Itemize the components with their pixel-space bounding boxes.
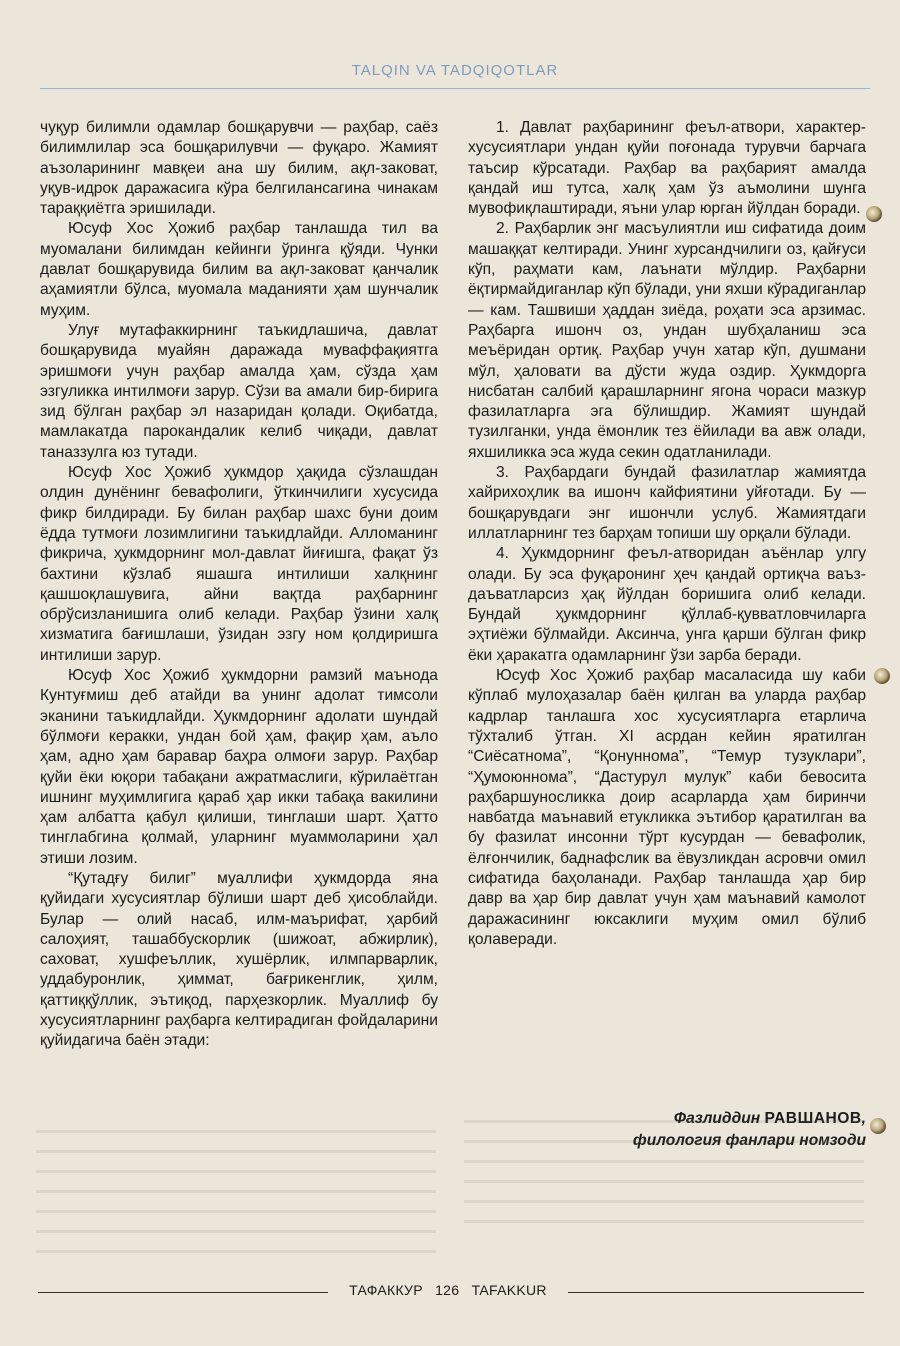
running-header xyxy=(40,62,870,80)
footer-magazine-name-latin: TAFAKKUR xyxy=(471,1282,547,1298)
header-rule xyxy=(40,88,870,89)
show-through-texture xyxy=(464,1120,864,1240)
right-column xyxy=(468,118,866,950)
section-title: TALQIN VA TADQIQOTLAR xyxy=(351,62,559,79)
paragraph: Юсуф Хос Ҳожиб раҳбар масаласида шу каби кўплаб мулоҳазалар баён қилган ва уларда раҳбар кадрлар танлашга хос хусусиятларга етарлича тўхталиб ўтган. XI асрдан кейин яратилган “Сиёсатнома”, “Қонуннома”, “Темур тузуклари”, “Ҳумоюннома”, “Дастурул мулук” каби бевосита раҳбаршуносликка доир асарларда ҳам биринчи навбатда маънавий етукликка эътибор қаратилган ва бу фазилат инсонни тўрт кусурдан — бевафолик, ёлғончилик, баднафслик ва ёвузликдан асровчи омил сифатида баҳоланади. Раҳбар танлашда ҳар бир давр ва ҳар бир давлат учун ҳам маънавий камолот даражасининг юксаклиги муҳим омил бўлиб қолаверади. xyxy=(468,667,866,948)
author-comma: , xyxy=(861,1110,866,1127)
show-through-texture xyxy=(36,1130,436,1270)
paragraph: 1. Давлат раҳбарининг феъл-атвори, характер-хусусиятлари ундан қуйи поғонада турувчи барчага таъсир кўрсатади. Раҳбар ва раҳбарият амалда қандай иш тутса, халқ ҳам ўз аъмолини шунга мувофиқлаштиради, яъни улар юрган йўлдан боради. xyxy=(468,119,866,218)
paragraph: 2. Раҳбарлик энг масъулиятли иш сифатида доим машаққат келтиради. Унинг хурсандчилиги оз, қайғуси кўп, раҳмати кам, лаънати мўлдир. Раҳбарни ёқтирмайдиганлар кўп бўлади, уни яхши кўрадиганлар — кам. Ташвиши ҳаддан зиёда, роҳати эса арзимас. Раҳбарга ишонч оз, ундан шубҳаланиш эса меъёридан ортиқ. Раҳбар учун хатар кўп, душмани мўл, ҳаловати ва дўсти жуда оздир. Ҳукмдорга нисбатан салбий қарашларнинг ягона чораси мазкур фазилатларга эга бўлишдир. Жамият шундай тузилганки, унда ёмонлик тез ёйилади ва авж олади, яхшиликка эса жуда секин одатланилади. xyxy=(468,220,866,461)
paragraph: чуқур билимли одамлар бошқарувчи — раҳбар, саёз билимлилар эса бошқарилувчи — фуқаро. Жамият аъзоларининг мавқеи ана шу билим, ақл-заковат, уқув-идрок даражасига кўра белгилансагина чинакам тараққиётга эришилади. xyxy=(40,119,438,218)
staple-icon xyxy=(870,1118,886,1134)
paragraph: 4. Ҳукмдорнинг феъл-атворидан аъёнлар улгу олади. Бу эса фуқаронинг ҳеч қандай ортиқча ваъз-даъватларсиз ҳақ йўлдан боришига олиб келади. Бундай ҳукмдорнинг қўллаб-қувватловчиларга эҳтиёжи бўлмайди. Аксинча, унга қарши бўлган фикр ёки ҳаракатга одамларнинг ўзи зарба беради. xyxy=(468,545,866,664)
footer-magazine-name-cyrillic: ТАФАККУР xyxy=(349,1282,423,1298)
paragraph: Юсуф Хос Ҳожиб ҳукмдорни рамзий маънода Кунтуғмиш деб атайди ва унинг адолат тимсоли эканини таъкидлайди. Ҳукмдорнинг адолати шундай бўлмоғи керакки, ундан бой ҳам, фақир ҳам, аъло ҳам, адно ҳам баравар баҳра олмоғи зарур. Раҳбар қуйи ёки юқори табақани ажратмаслиги, кўрилаётган ишнинг муҳимлигига қараб ҳар икки табақа вакилини ҳам албатта қабул қилиши, тинглаши шарт. Ҳатто тинглабгина қолмай, уларнинг муаммоларини ҳал этиши лозим. xyxy=(40,667,438,867)
footer-rule-left xyxy=(38,1292,328,1293)
staple-icon xyxy=(866,206,882,222)
paragraph: 3. Раҳбардаги бундай фазилатлар жамиятда хайрихоҳлик ва ишонч кайфиятини уйғотади. Бу — бошқарувдаги энг ишончли услуб. Жамиятдаги иллатларнинг тез барҳам топиши шу орқали бўлади. xyxy=(468,464,866,542)
paragraph: Улуғ мутафаккирнинг таъкидлашича, давлат бошқарувида муайян даражада муваффақиятга эришмоғи учун раҳбар амалда ҳам, сўзда ҳам эзгуликка интилмоғи зарур. Сўзи ва амали бир-бирига зид бўлган раҳбар эл назаридан қолади. Оқибатда, мамлакатда парокандалик келиб чиқади, давлат таназзулга юз тутади. xyxy=(40,321,438,461)
author-title: филология фанлари номзоди xyxy=(632,1132,866,1149)
staple-icon xyxy=(874,668,890,684)
footer xyxy=(330,1282,566,1298)
author-first-name: Фазлиддин xyxy=(673,1110,761,1127)
left-column xyxy=(40,118,438,1052)
paragraph: Юсуф Хос Ҳожиб раҳбар танлашда тил ва муомалани билимдан кейинги ўринга қўяди. Чунки давлат бошқарувида билим ва ақл-заковат қанчалик аҳамиятли бўлса, муомала маданияти ҳам шунчалик муҳим. xyxy=(40,220,438,319)
author-surname: РАВШАНОВ xyxy=(764,1110,862,1127)
footer-rule-right xyxy=(568,1292,864,1293)
page-number: 126 xyxy=(435,1282,460,1298)
paragraph: Юсуф Хос Ҳожиб ҳукмдор ҳақида сўзлашдан олдин дунёнинг бевафолиги, ўткинчилиги хусусида фикр билдиради. Бу билан раҳбар шахс буни доим ёдда тутмоғи лозимлигини таъкидлайди. Алломанинг фикрича, ҳукмдорнинг мол-давлат йиғишга, фақат ўз бахтини кўзлаб яшашга интилиши халқнинг қашшоқлашувига, айни вақтда раҳбарнинг обрўсизланишига олиб келади. Раҳбар ўзини халқ хизматига бағишлаши, ўзидан эзгу ном қолдиришга интилиши зарур. xyxy=(40,464,438,664)
paragraph: “Қутадғу билиг” муаллифи ҳукмдорда яна қуйидаги хусусиятлар бўлиши шарт деб ҳисоблайди. Булар — олий насаб, илм-маърифат, ҳарбий салоҳият, ташаббускорлик (шижоат, абжирлик), саховат, хушфеъллик, хушёрлик, илмпарварлик, уддабуронлик, ҳиммат, бағрикенглик, ҳилм, қаттиққўллик, эътиқод, парҳезкорлик. Муаллиф бу хусусиятларнинг раҳбарга келтирадиган фойдаларини қуйидагича баён этади: xyxy=(40,869,438,1050)
